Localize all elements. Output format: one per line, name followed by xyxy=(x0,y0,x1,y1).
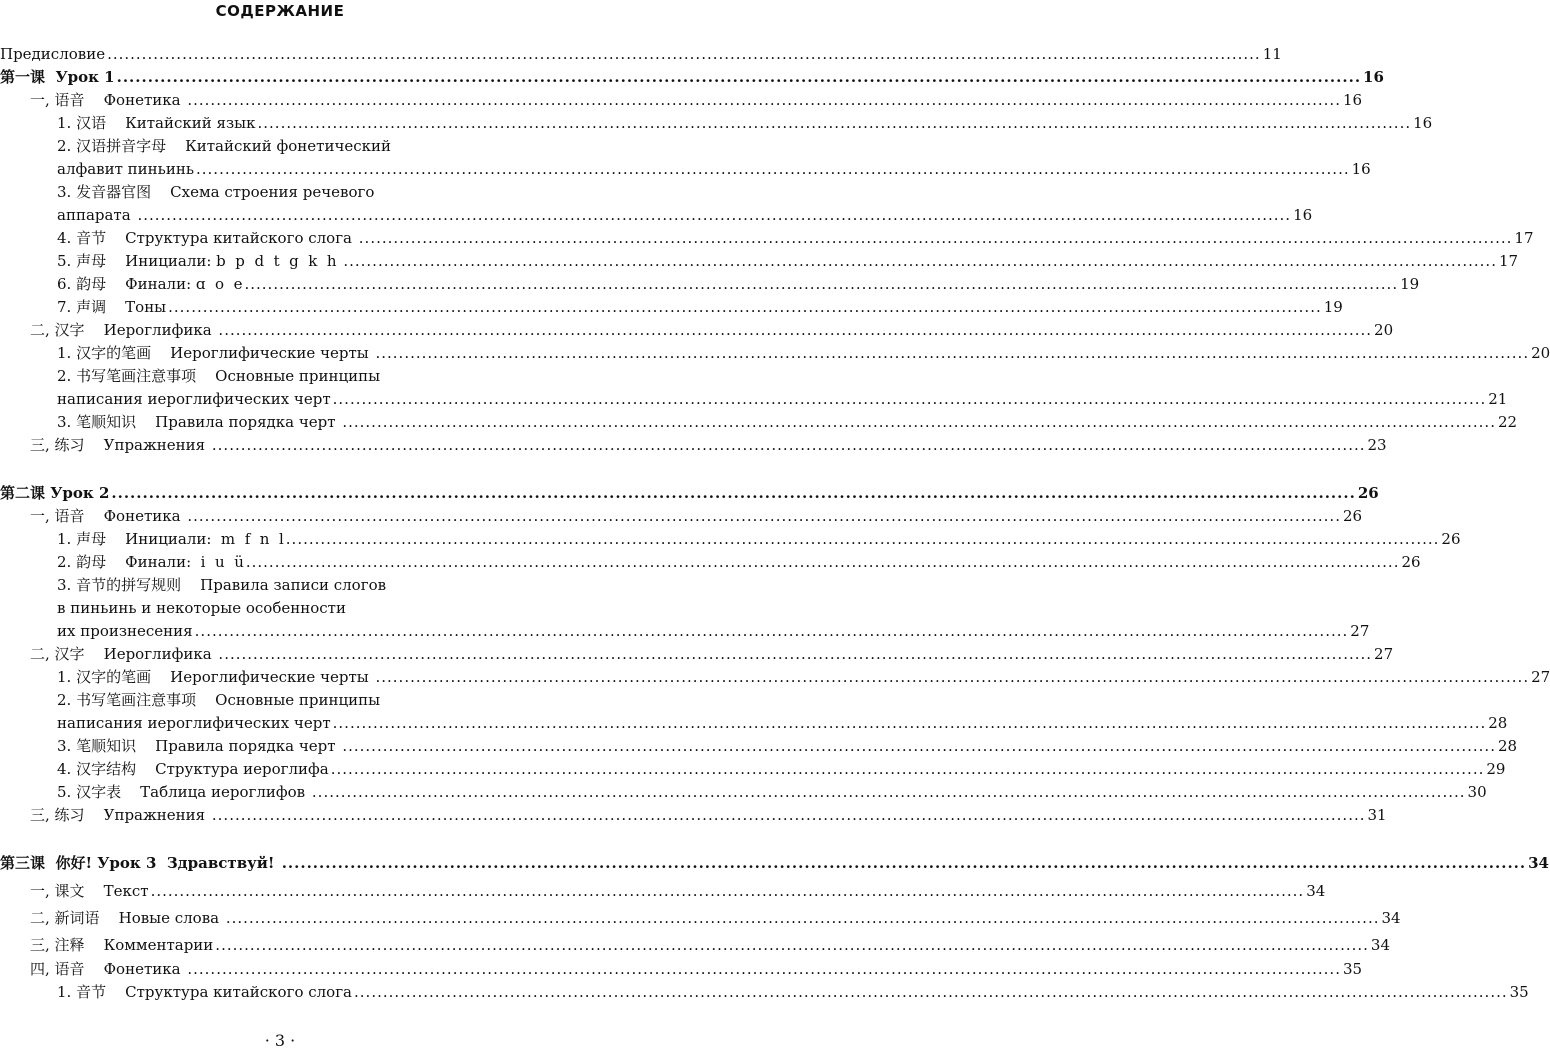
toc-entry: 2. 韵母 Финали: i u ü ........................................................................................................................................................................................................ 26 xyxy=(57,553,1421,571)
toc-entry: 二, 汉字 Иероглифика ........................................................................................................................................................................................................ 20 xyxy=(30,321,1394,339)
toc-entry: 1. 汉语 Китайский язык ........................................................................................................................................................................................................ 16 xyxy=(57,114,1433,132)
toc-entry: 3. 发音器官图 Схема строения речевого xyxy=(57,183,375,201)
toc-entry: 1. 汉字的笔画 Иероглифические черты ........................................................................................................................................................................................................ 27 xyxy=(57,668,1550,686)
toc-entry: алфавит пиньинь ........................................................................................................................................................................................................ 16 xyxy=(57,160,1371,178)
toc-entry: Предисловие ........................................................................................................................................................................................................ 11 xyxy=(0,45,1282,63)
toc-entry: 4. 汉字结构 Структура иероглифа ........................................................................................................................................................................................................ 29 xyxy=(57,760,1506,778)
toc-entry: 一, 课文 Текст ........................................................................................................................................................................................................ 34 xyxy=(30,882,1326,900)
toc-entry: 1. 音节 Структура китайского слога ........................................................................................................................................................................................................ 35 xyxy=(57,983,1529,1001)
toc-entry: 3. 笔顺知识 Правила порядка черт ........................................................................................................................................................................................................ 28 xyxy=(57,737,1518,755)
toc-entry: 3. 音节的拼写规则 Правила записи слогов xyxy=(57,576,387,594)
toc-entry: 二, 汉字 Иероглифика ........................................................................................................................................................................................................ 27 xyxy=(30,645,1394,663)
toc-entry: 3. 笔顺知识 Правила порядка черт ........................................................................................................................................................................................................ 22 xyxy=(57,413,1518,431)
toc-entry: написания иероглифических черт ........................................................................................................................................................................................................ 21 xyxy=(57,390,1508,408)
toc-entry: 一, 语音 Фонетика ........................................................................................................................................................................................................ 26 xyxy=(30,507,1363,525)
toc-entry: написания иероглифических черт ........................................................................................................................................................................................................ 28 xyxy=(57,714,1508,732)
toc-entry: 三, 练习 Упражнения ........................................................................................................................................................................................................ 23 xyxy=(30,436,1387,454)
toc-entry: 6. 韵母 Финали: ɑ o e ........................................................................................................................................................................................................ 19 xyxy=(57,275,1420,293)
toc-entry: 5. 声母 Инициали: b p d t g k h ........................................................................................................................................................................................................ 17 xyxy=(57,252,1519,270)
toc-entry: 二, 新词语 Новые слова ........................................................................................................................................................................................................ 34 xyxy=(30,909,1401,927)
toc-entry: 2. 书写笔画注意事项 Основные принципы xyxy=(57,367,381,385)
toc-entry: 7. 声调 Тоны ........................................................................................................................................................................................................ 19 xyxy=(57,298,1343,316)
toc-entry: 第三课 你好! Урок 3 Здравствуй! ........................................................................................................................................................................................................ 34 xyxy=(0,854,1549,872)
toc-entry: 2. 书写笔画注意事项 Основные принципы xyxy=(57,691,381,709)
toc-entry: 三, 练习 Упражнения ........................................................................................................................................................................................................ 31 xyxy=(30,806,1387,824)
toc-entry: 一, 语音 Фонетика ........................................................................................................................................................................................................ 16 xyxy=(30,91,1363,109)
toc-entry: 5. 汉字表 Таблица иероглифов ........................................................................................................................................................................................................ 30 xyxy=(57,783,1487,801)
toc-entry: 2. 汉语拼音字母 Китайский фонетический xyxy=(57,137,392,155)
toc-entry: 1. 汉字的笔画 Иероглифические черты ........................................................................................................................................................................................................ 20 xyxy=(57,344,1550,362)
toc-entry: аппарата ........................................................................................................................................................................................................ 16 xyxy=(57,206,1313,224)
toc-entry: в пиньинь и некоторые особенности xyxy=(57,599,346,617)
page-title: СОДЕРЖАНИЕ xyxy=(215,2,345,20)
toc-entry: 四, 语音 Фонетика ........................................................................................................................................................................................................ 35 xyxy=(30,960,1363,978)
toc-entry: 1. 声母 Инициали: m f n l ........................................................................................................................................................................................................ 26 xyxy=(57,530,1461,548)
toc-entry: 4. 音节 Структура китайского слога ........................................................................................................................................................................................................ 17 xyxy=(57,229,1534,247)
toc-entry: 三, 注释 Комментарии ........................................................................................................................................................................................................ 34 xyxy=(30,936,1391,954)
toc-entry: 第一课 Урок 1 ........................................................................................................................................................................................................ 16 xyxy=(0,68,1384,86)
page-number: · 3 · xyxy=(264,1031,296,1050)
toc-entry: 第二课 Урок 2 ........................................................................................................................................................................................................ 26 xyxy=(0,484,1379,502)
toc-entry: их произнесения ........................................................................................................................................................................................................ 27 xyxy=(57,622,1370,640)
